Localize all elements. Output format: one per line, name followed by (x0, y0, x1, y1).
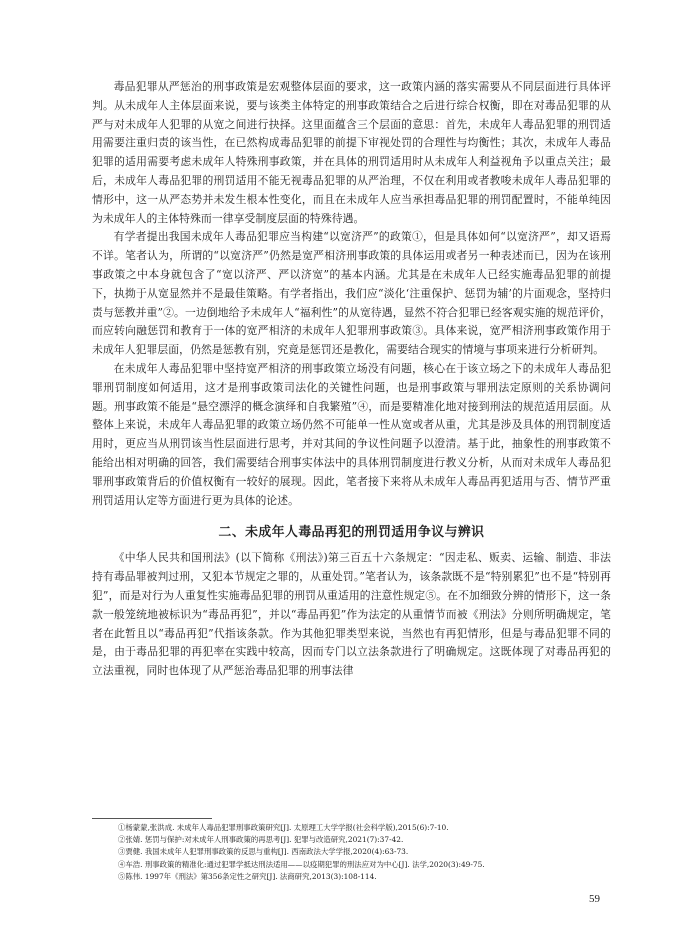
footnote: ③贾健. 我国未成年人犯罪刑事政策的反思与重构[J]. 西南政法大学学报,2020(4):63-73. (118, 847, 409, 857)
page-number: 59 (589, 893, 600, 905)
footnote: ⑤陈伟. 1997年《刑法》第356条定性之研究[J]. 法商研究,2013(3):108-114. (118, 871, 377, 881)
footnote: ②张婧. 惩罚与保护:对未成年人刑事政策的再思考[J]. 犯罪与改造研究,2021(7):37-42. (118, 835, 404, 845)
footnote: ①杨蒙蒙,张洪成. 未成年人毒品犯罪刑事政策研究[J]. 太原理工大学学报(社会科学版),2015(6):7-10. (118, 823, 449, 832)
section-heading: 二、未成年人毒品再犯的刑罚适用争议与辨识 (218, 525, 485, 541)
paragraph: 在未成年人毒品犯罪中坚持宽严相济的刑事政策立场没有问题，核心在于该立场之下的未成年人毒品犯罪刑罚制度如何适用，这才是刑事政策司法化的关键性问题，也是刑事政策与罪刑法定原则的关系协调问题。刑事政策不能是“悬空漂浮的概念演绎和自我繁殖”④，而是要精准化地对接到刑法的规范适用层面。从整体上来说，未成年人毒品犯罪的政策立场仍然不可能单一性从宽或者从重，尤其是涉及具体的刑罚制度适用时，更应当从刑罚该当性层面进行思考，并对其间的争议性问题予以澄清。基于此，抽象性的刑事政策不能给出相对明确的回答，我们需要结合刑事实体法中的具体刑罚制度进行教义分析，从而对未成年人毒品犯罪刑事政策背后的价值权衡有一较好的展现。因此，笔者接下来将从未成年人毒品再犯适用与否、情节严重刑罚适用认定等方面进行更为具体的论述。 (92, 361, 611, 507)
paragraph: 《中华人民共和国刑法》(以下简称《刑法》)第三百五十六条规定：“因走私、贩卖、运输、制造、非法持有毒品罪被判过刑，又犯本节规定之罪的，从重处罚。”笔者认为，该条款既不是“特别累犯”也不是“特别再犯”，而是对行为人重复性实施毒品犯罪的刑罚从重适用的注意性规定⑤。在不加细致分辨的情形下，这一条款一般笼统地被标识为“毒品再犯”，并以“毒品再犯”作为法定的从重情节而被《刑法》分则所明确规定，笔者在此暂且以“毒品再犯”代指该条款。作为其他犯罪类型来说，当然也有再犯情形，但是与毒品犯罪不同的是，由于毒品犯罪的再犯率在实践中较高，因而专门以立法条款进行了明确规定。这既体现了对毒品再犯的立法重视，同时也体现了从严惩治毒品犯罪的刑事法律 (92, 551, 611, 678)
footnote-divider (92, 818, 212, 819)
body-text (92, 78, 611, 681)
footnotes (118, 822, 613, 883)
footnote: ④车浩. 刑事政策的精准化:通过犯罪学抵达刑法适用——以疫期犯罪的刑法应对为中心[J]. 法学,2020(3):49-75. (118, 859, 485, 869)
paragraph: 有学者提出我国未成年人毒品犯罪应当构建“以宽济严”的政策①，但是具体如何“以宽济严”，却又语焉不详。笔者认为，所谓的“以宽济严”仍然是宽严相济刑事政策的具体运用或者另一种表述而已，因为在该刑事政策之中本身就包含了“宽以济严、严以济宽”的基本内涵。尤其是在未成年人已经实施毒品犯罪的前提下，执拗于从宽显然并不是最佳策略。有学者指出，我们应“淡化‘注重保护、惩罚为辅’的片面观念，坚持归责与惩教并重”②。一边倒地给予未成年人“福利性”的从宽待遇，显然不符合犯罪已经客观实施的规范评价，而应转向融惩罚和教育于一体的宽严相济的未成年人犯罪刑事政策③。具体来说，宽严相济刑事政策作用于未成年人犯罪层面，仍然是惩教有别，究竟是惩罚还是教化，需要结合现实的情境与事项来进行分析研判。 (92, 230, 611, 357)
paragraph: 毒品犯罪从严惩治的刑事政策是宏观整体层面的要求，这一政策内涵的落实需要从不同层面进行具体评判。从未成年人主体层面来说，要与该类主体特定的刑事政策结合之后进行综合权衡，即在对毒品犯罪的从严与对未成年人犯罪的从宽之间进行抉择。这里面蕴含三个层面的意思：首先，未成年人毒品犯罪的刑罚适用需要注重归责的该当性，在已然构成毒品犯罪的前提下审视处罚的合理性与均衡性；其次，未成年人毒品犯罪的适用需要考虑未成年人特殊刑事政策，并在具体的刑罚适用时从未成年人利益视角予以重点关注；最后，未成年人毒品犯罪的刑罚适用不能无视毒品犯罪的从严治理，不仅在利用或者教唆未成年人毒品犯罪的情形中，这一从严态势并未发生根本性变化，而且在未成年人应当承担毒品犯罪的刑罚配置时，不能单纯因为未成年人的主体特殊而一律享受制度层面的特殊待遇。 (92, 80, 611, 225)
